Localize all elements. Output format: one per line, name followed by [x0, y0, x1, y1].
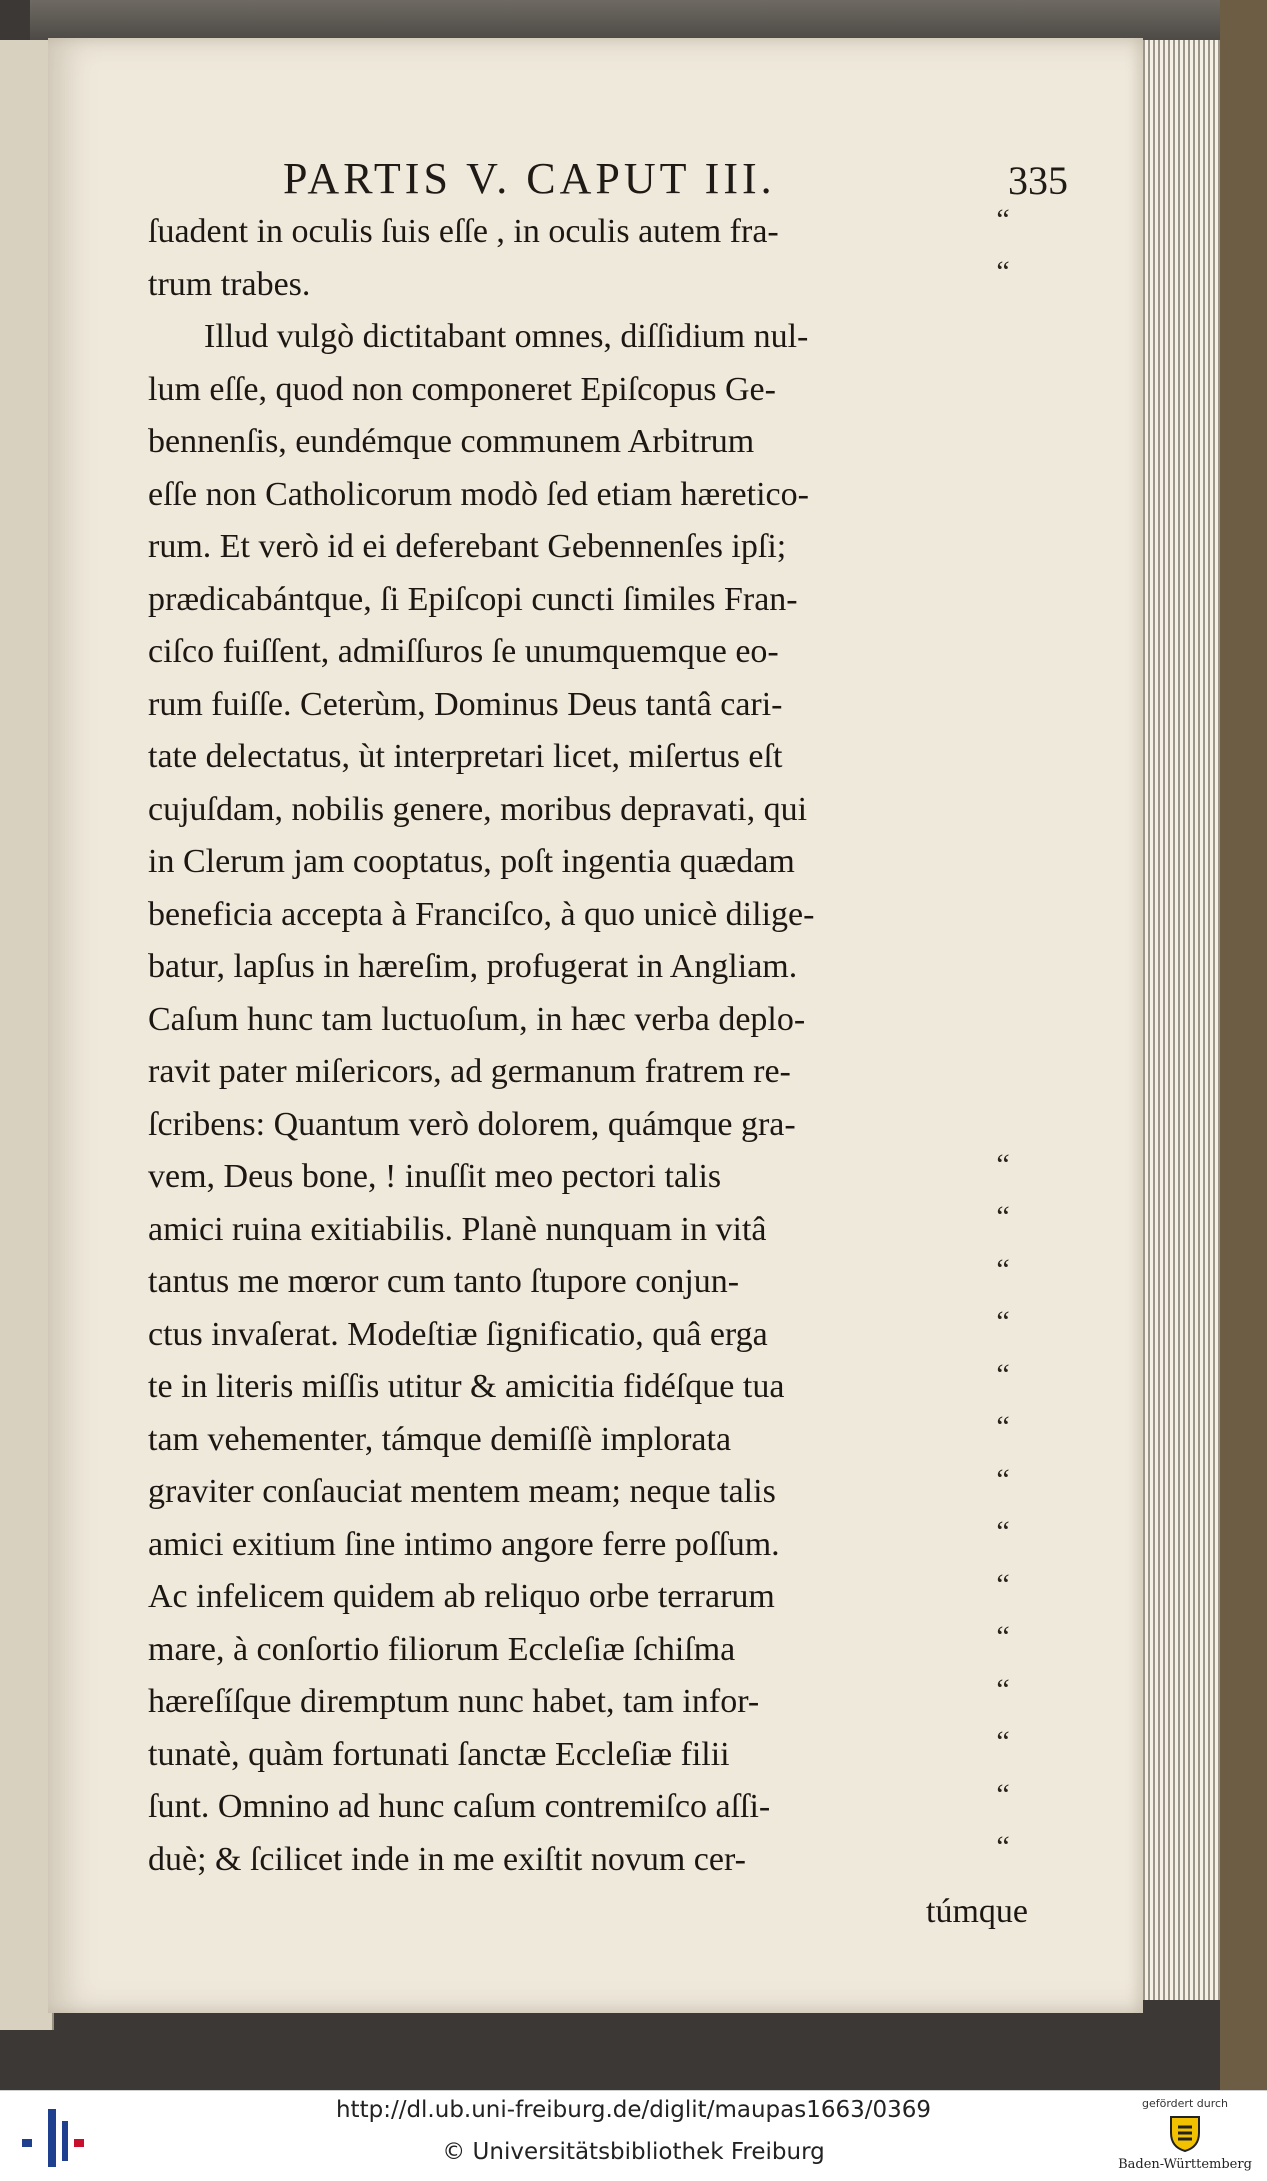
text-line: bennenſis, eundémque communem Arbitrum — [148, 423, 755, 460]
text-line: mare, à conſortio filiorum Eccleſiæ ſchiſma — [148, 1630, 736, 1668]
quote-mark: “ — [996, 255, 1010, 288]
quote-mark: “ — [996, 1673, 1010, 1706]
text-line: graviter conſauciat mentem meam; neque talis — [148, 1473, 776, 1510]
text-line: rum fuiſſe. Ceterùm, Dominus Deus tantâ cari- — [148, 685, 783, 723]
text-line: tate delectatus, ùt interpretari licet, miſertus eſt — [148, 738, 783, 775]
text-line: amici ruina exitiabilis. Planè nunquam in vitâ — [148, 1210, 767, 1248]
state-crest-icon — [1168, 2113, 1202, 2153]
quote-mark: “ — [996, 1725, 1010, 1758]
text-line: prædicabántque, ſi Epiſcopi cuncti ſimiles Fran- — [148, 580, 798, 618]
quote-mark: “ — [996, 1148, 1010, 1181]
quote-mark: “ — [996, 1515, 1010, 1548]
text-line: ravit pater miſericors, ad germanum fratrem re- — [148, 1053, 791, 1090]
page-number: 335 — [1008, 158, 1068, 203]
quote-mark: “ — [996, 1778, 1010, 1811]
text-line: Illud vulgò dictitabant omnes, diſſidium nul- — [204, 318, 809, 355]
text-line: hæreſíſque diremptum nunc habet, tam infor- — [148, 1683, 760, 1720]
text-line: Caſum hunc tam luctuoſum, in hæc verba deplo- — [148, 1000, 806, 1038]
quote-mark: “ — [996, 1200, 1010, 1233]
text-line: te in literis miſſis utitur & amicitia fidéſque tua — [148, 1368, 785, 1405]
text-line: ſuadent in oculis ſuis eſſe , in oculis autem fra- — [148, 213, 779, 250]
text-line: batur, lapſus in hæreſim, profugerat in Angliam. — [148, 948, 798, 985]
body-text — [148, 206, 1028, 1939]
running-title: PARTIS V. CAPUT III. — [283, 154, 776, 203]
funding-badge — [1115, 2097, 1255, 2177]
text-line: trum trabes. — [148, 265, 311, 303]
text-line: ſunt. Omnino ad hunc caſum contremiſco aſſi- — [148, 1788, 771, 1825]
text-line: lum eſſe, quod non componeret Epiſcopus Ge- — [148, 370, 776, 408]
text-line: rum. Et verò id ei deferebant Gebennenſes ipſi; — [148, 528, 787, 565]
text-line: eſſe non Catholicorum modò ſed etiam hæretico- — [148, 475, 809, 513]
text-line: ſcribens: Quantum verò dolorem, quámque gra- — [148, 1105, 796, 1143]
text-line: ctus invaſerat. Modeſtiæ ſignificatio, quâ erga — [148, 1315, 768, 1353]
text-line: cujuſdam, nobilis genere, moribus depravati, qui — [148, 790, 808, 828]
quote-mark: “ — [996, 1830, 1010, 1863]
quote-mark: “ — [996, 1358, 1010, 1391]
permalink-url[interactable]: http://dl.ub.uni-freiburg.de/diglit/maupas1663/0369 — [335, 2097, 932, 2123]
quote-mark: “ — [996, 1410, 1010, 1443]
funding-label: gefördert durch — [1141, 2097, 1229, 2110]
quote-mark: “ — [996, 1620, 1010, 1653]
text-line: amici exitium ſine intimo angore ferre poſſum. — [148, 1525, 780, 1563]
quote-mark: “ — [996, 203, 1010, 236]
copyright-notice: © Universitätsbibliothek Freiburg — [442, 2139, 825, 2165]
page-header — [228, 123, 1068, 203]
facing-page-edge — [0, 40, 54, 2030]
text-line: tantus me mœror cum tanto ſtupore conjun- — [148, 1263, 740, 1300]
text-line: tam vehementer, támque demiſſè implorata — [148, 1420, 732, 1458]
viewer-footer — [0, 2090, 1267, 2181]
quote-mark: “ — [996, 1568, 1010, 1601]
text-line: beneficia accepta à Franciſco, à quo unicè dilige- — [148, 895, 815, 933]
text-line: ciſco fuiſſent, admiſſuros ſe unumquemque eo- — [148, 633, 779, 670]
book-cover-edge — [1220, 0, 1267, 2090]
funding-state-name: Baden-Württemberg — [1118, 2157, 1252, 2172]
catchword: túmque — [926, 1893, 1028, 1930]
text-line: Ac infelicem quidem ab reliquo orbe terrarum — [148, 1578, 775, 1615]
quote-mark: “ — [996, 1305, 1010, 1338]
text-line: duè; & ſcilicet inde in me exiſtit novum cer- — [148, 1840, 746, 1878]
text-line: in Clerum jam cooptatus, poſt ingentia quædam — [148, 843, 795, 880]
quote-mark: “ — [996, 1253, 1010, 1286]
text-line: tunatè, quàm fortunati ſanctæ Eccleſiæ filii — [148, 1735, 730, 1773]
quote-mark: “ — [996, 1463, 1010, 1496]
book-page — [48, 38, 1143, 2013]
text-line: vem, Deus bone, ! inuſſit meo pectori talis — [148, 1158, 722, 1195]
